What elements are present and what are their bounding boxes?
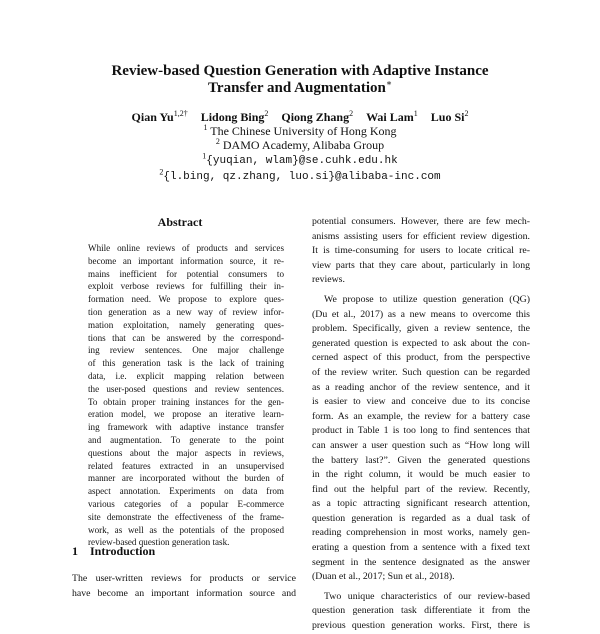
body-line: is easier to view and conceive due to its concise: [312, 396, 530, 408]
body-line: have become an important information source and: [72, 587, 296, 599]
body-line: The user-written reviews for products or service: [72, 573, 296, 584]
abstract-line: ing framework with adaptive instance transfer: [88, 422, 284, 433]
author: Qian $Yu^{1,2\dagger}$: [131, 109, 188, 124]
abstract-line: of this generation task is the lack of training: [88, 358, 284, 369]
abstract-line: and augmentation. To generate to the point: [88, 434, 284, 445]
body-line: as a topic attracting significant research attention,: [312, 498, 530, 510]
abstract-line: site demonstrate the effectiveness of the frame-: [88, 511, 284, 522]
abstract-line: the user-posed questions and review sentences.: [88, 383, 284, 394]
abstract-line: exploit verbose reviews for fulfilling their in-: [88, 281, 284, 292]
abstract-line: While online reviews of products and services: [88, 243, 284, 253]
abstract-line: questions about the major aspects in reviews,: [88, 447, 284, 458]
paragraph: [312, 590, 530, 634]
paragraph: [312, 215, 530, 288]
author-list: [60, 110, 540, 124]
author: Lidong Bing$^2$: [200, 109, 269, 124]
affiliation: $^2$ DAMO Academy, Alibaba Group: [215, 137, 385, 152]
body-line: erating a question from a sentence with a fixed text: [312, 542, 530, 554]
body-line: cerned aspect of this product, from the perspective: [312, 352, 530, 364]
body-line: segment in the sentence designated as the answer: [312, 556, 530, 568]
paper-title-line-1: Review-based Question Generation with Adaptive Instance: [111, 63, 489, 79]
email-address: $^1${yuqian, wlam}@se.cuhk.edu.hk: [202, 151, 398, 167]
abstract-line: data, i.e. explicit mapping relation between: [88, 370, 284, 381]
abstract-line: mains inefficient for potential consumers to: [88, 268, 284, 279]
body-line: previous question generation works. First, there is: [312, 620, 530, 632]
body-line: potential consumers. However, there are few mech-: [312, 216, 530, 227]
paragraph: [312, 293, 530, 585]
body-line: form. As an example, the review for a battery case: [312, 410, 530, 422]
body-line: reading comprehension in most works, namely gen-: [312, 527, 530, 539]
abstract-line: become an important information source, it re-: [88, 255, 284, 266]
body-line: (Duan et al., 2017; Sun et al., 2018).: [312, 571, 455, 583]
introduction-body: [72, 572, 296, 601]
body-line: anisms assisting users for efficient review digestion.: [312, 230, 530, 242]
abstract-body: [88, 242, 284, 549]
abstract-line: work, as well as the potentials of the proposed: [88, 524, 284, 535]
body-line: in the right column, it would be much easier to: [312, 469, 530, 481]
body-line: view parts that they care about, particularly in long: [312, 259, 530, 271]
body-line: can answer a user question such as “How long will: [312, 439, 530, 451]
body-line: product in Table 1 is too long to find sentences that: [312, 425, 530, 437]
body-line: problem. Specifically, given a review sentence, the: [312, 323, 530, 335]
section-heading-introduction: [72, 544, 288, 558]
body-line: find out the helpful part of the review. Recently,: [312, 483, 530, 495]
abstract-heading: Abstract: [157, 215, 203, 229]
author: Luo Si$^2$: [430, 109, 469, 124]
abstract-line: manner are incorporated without the burden of: [88, 473, 284, 484]
body-line: (Du et al., 2017) as a new means to overcome this: [312, 308, 530, 320]
abstract-line: various categories of a popular E-commerce: [88, 498, 284, 509]
abstract-line: eration model, we propose an iterative learn-: [88, 409, 284, 420]
body-line: question generation task differentiate it from the: [312, 605, 530, 617]
abstract-line: To obtain proper training instances for the gen-: [88, 396, 284, 407]
title-footnote-mark: ∗: [385, 78, 392, 88]
section-number: 1: [72, 544, 78, 558]
body-line: reviews.: [312, 274, 345, 286]
body-line: It is time-consuming for users to locate critical re-: [312, 245, 530, 257]
paper-title-line-2: Transfer and Augmentation∗: [208, 78, 392, 96]
abstract-line: aspect annotation. Experiments on data from: [88, 486, 284, 497]
body-line: the battery last?”. Given the generated questions: [312, 454, 530, 466]
abstract-line: review-based question generation task.: [88, 537, 230, 548]
abstract-line: tions that can be answered by the correspond-: [88, 332, 284, 343]
abstract-line: formation need. We propose to explore ques-: [88, 294, 284, 305]
author: Wai Lam$^1$: [366, 109, 418, 124]
author: Qiong Zhang$^2$: [281, 109, 354, 124]
body-line: generated question is expected to ask about the con-: [312, 337, 530, 349]
section-title: Introduction: [90, 544, 156, 558]
body-line: Two unique characteristics of our review-based: [324, 590, 530, 602]
body-line: We propose to utilize question generation (QG): [324, 293, 530, 305]
abstract-line: related features extracted in an unsupervised: [88, 460, 284, 471]
body-line: question generation is regarded as a dual task of: [312, 512, 530, 524]
email-address: $^2${l.bing, qz.zhang, luo.si}@alibaba-inc.com: [159, 167, 441, 183]
body-line: of the review writer. Such question can be regarded: [312, 366, 530, 378]
abstract-line: mation exploitation, namely generating ques-: [88, 319, 284, 330]
body-line: as a reading anchor of the review sentence, and it: [312, 381, 530, 393]
affiliation: $^1$ The Chinese University of Hong Kong: [203, 123, 397, 138]
abstract-line: tion generation as a new way of review infor-: [88, 306, 284, 317]
right-column: [312, 215, 530, 634]
abstract-line: ing review sentences. One major challenge: [88, 345, 284, 356]
